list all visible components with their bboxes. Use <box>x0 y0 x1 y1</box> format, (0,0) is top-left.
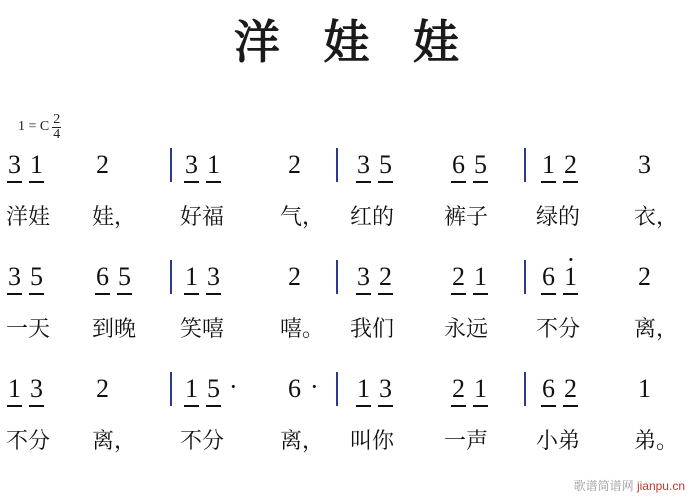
note-digit: 3 <box>185 152 198 184</box>
note-digit: 3 <box>357 264 370 296</box>
note-digit: 1 <box>185 264 198 296</box>
note-digit: 1 <box>207 152 220 184</box>
note-group <box>185 372 247 408</box>
lyric-text: 不分 <box>180 428 225 453</box>
note-digit: 3 <box>638 150 651 179</box>
note-digit: 2 <box>564 376 577 408</box>
notes-row <box>0 264 693 312</box>
note-digit: 3 <box>379 376 392 408</box>
barline <box>524 148 526 182</box>
watermark-site: jianpu.cn <box>636 479 685 493</box>
key-label: 1 = C <box>18 118 50 134</box>
music-line-2 <box>0 264 693 376</box>
key-signature <box>18 112 61 141</box>
lyric-text: 洋娃 <box>6 204 51 229</box>
lyric-text: 离， <box>92 428 137 453</box>
page-title: 洋 娃 娃 <box>234 17 475 68</box>
note-digit: 3 <box>357 152 370 184</box>
note-digit: 5 <box>118 264 131 296</box>
augmentation-dot: · <box>310 372 319 401</box>
note-group <box>8 152 43 184</box>
lyric-text: 不分 <box>6 428 51 453</box>
note-digit: 5 <box>474 152 487 184</box>
time-signature <box>52 113 61 142</box>
lyric-text: 永远 <box>444 316 489 341</box>
lyric-text: 叫你 <box>350 428 395 453</box>
note-digit: 2 <box>288 262 301 291</box>
note-group <box>638 152 651 184</box>
note-digit: 2 <box>288 150 301 179</box>
note-digit: 2 <box>564 152 577 184</box>
lyric-text: 笑嘻 <box>180 316 225 341</box>
note-digit: 2 <box>452 376 465 408</box>
note-group <box>542 376 577 408</box>
note-group <box>452 264 487 296</box>
watermark-text: 歌谱简谱网 <box>573 479 634 493</box>
lyric-text: 一天 <box>6 316 51 341</box>
note-group <box>96 152 109 184</box>
note-digit: 1 <box>474 376 487 408</box>
note-digit: 2 <box>452 264 465 296</box>
lyric-text: 不分 <box>536 316 581 341</box>
lyric-text: 一声 <box>444 428 489 453</box>
note-group <box>288 152 301 184</box>
note-digit: 6 <box>542 376 555 408</box>
note-digit: 1 <box>474 264 487 296</box>
barline <box>170 260 172 294</box>
note-digit: 1 <box>564 264 577 296</box>
note-digit: 3 <box>8 264 21 296</box>
lyric-text: 裤子 <box>444 204 489 229</box>
note-group <box>8 376 43 408</box>
note-digit: 1 <box>357 376 370 408</box>
note-group <box>542 152 577 184</box>
note-digit: 3 <box>207 264 220 296</box>
note-group <box>357 376 392 408</box>
note-group <box>638 264 651 296</box>
lyrics-row <box>0 312 693 354</box>
lyric-text: 衣， <box>634 204 679 229</box>
note-digit: 5 <box>207 376 220 408</box>
note-digit: 2 <box>638 262 651 291</box>
note-group <box>452 152 487 184</box>
barline <box>524 372 526 406</box>
note-group <box>185 264 220 296</box>
note-digit: 1 <box>185 376 198 408</box>
lyric-text: 嘻。 <box>280 316 325 341</box>
note-digit: 6 <box>542 264 555 296</box>
barline <box>524 260 526 294</box>
barline <box>336 148 338 182</box>
note-digit: 5 <box>30 264 43 296</box>
note-group <box>638 376 651 408</box>
note-group <box>185 152 220 184</box>
note-group <box>288 264 301 296</box>
lyric-text: 弟。 <box>634 428 679 453</box>
note-digit: 5 <box>379 152 392 184</box>
note-digit: 6 <box>288 374 301 403</box>
augmentation-dot: · <box>229 372 238 401</box>
lyric-text: 娃， <box>92 204 137 229</box>
lyric-text: 好福 <box>180 204 225 229</box>
note-digit: 1 <box>638 374 651 403</box>
meter-denominator: 4 <box>53 127 61 142</box>
note-digit: 3 <box>8 152 21 184</box>
note-digit: 6 <box>452 152 465 184</box>
note-digit: 1 <box>8 376 21 408</box>
note-group <box>357 264 392 296</box>
lyric-text: 小弟 <box>536 428 581 453</box>
note-group <box>542 264 577 296</box>
note-digit: 2 <box>96 150 109 179</box>
notes-row <box>0 152 693 200</box>
lyric-text: 绿的 <box>536 204 581 229</box>
note-digit: 1 <box>542 152 555 184</box>
lyric-text: 离， <box>634 316 679 341</box>
note-digit: 6 <box>96 264 109 296</box>
meter-numerator: 2 <box>53 112 61 127</box>
note-digit: 3 <box>30 376 43 408</box>
note-group <box>288 372 328 408</box>
music-line-3 <box>0 372 693 488</box>
note-group <box>8 264 43 296</box>
note-digit: 2 <box>96 374 109 403</box>
lyric-text: 我们 <box>350 316 395 341</box>
lyrics-row <box>0 200 693 242</box>
barline <box>170 372 172 406</box>
lyric-text: 离， <box>280 428 325 453</box>
lyric-text: 红的 <box>350 204 395 229</box>
note-group <box>96 264 131 296</box>
lyric-text: 到晚 <box>92 316 137 341</box>
note-group <box>357 152 392 184</box>
barline <box>170 148 172 182</box>
note-digit: 2 <box>379 264 392 296</box>
note-group <box>96 376 109 408</box>
note-group <box>452 376 487 408</box>
barline <box>336 372 338 406</box>
lyrics-row <box>0 424 693 466</box>
notes-row <box>0 372 693 424</box>
barline <box>336 260 338 294</box>
note-digit: 1 <box>30 152 43 184</box>
music-line-1 <box>0 152 693 264</box>
lyric-text: 气， <box>280 204 325 229</box>
watermark <box>574 477 685 494</box>
